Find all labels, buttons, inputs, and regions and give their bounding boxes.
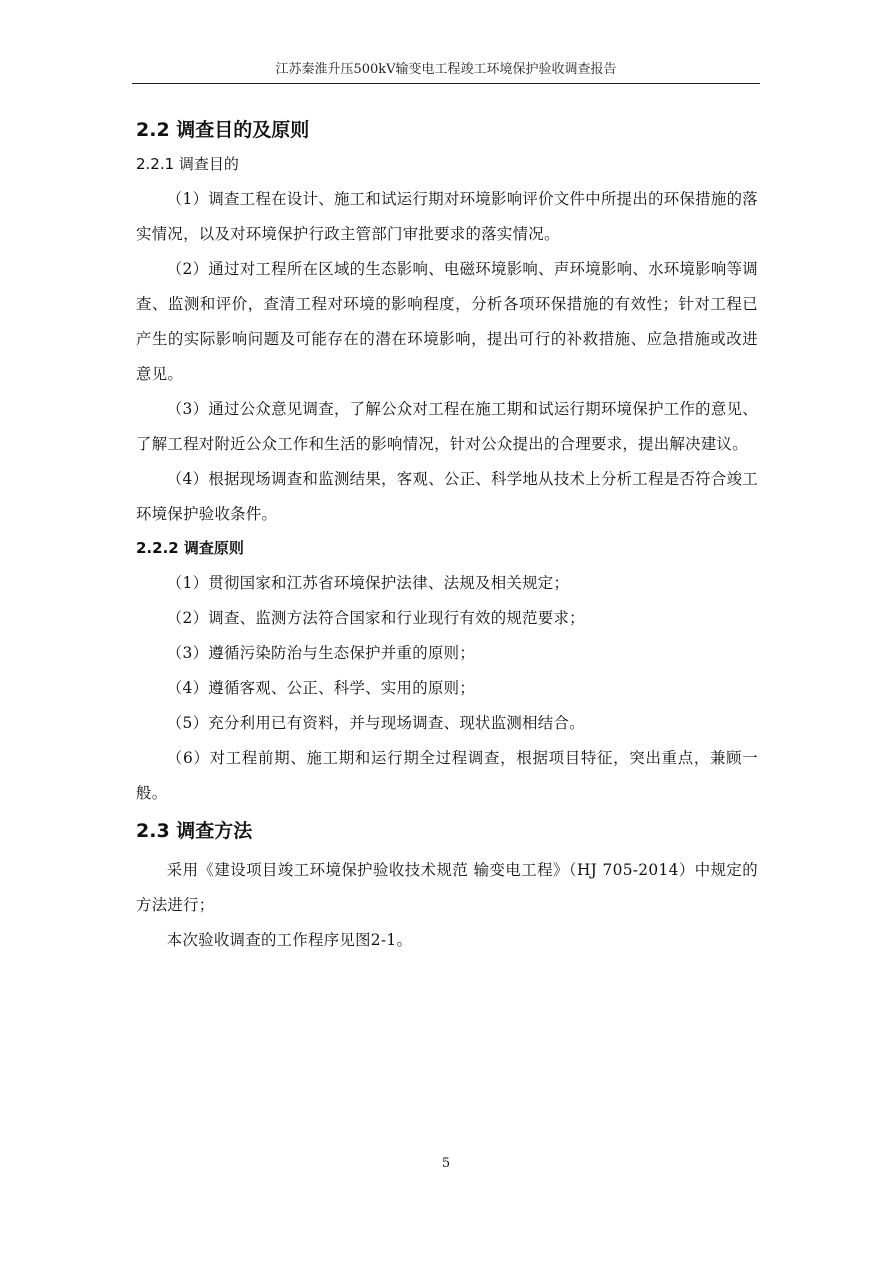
section-2-2-heading: 2.2 调查目的及原则: [136, 119, 310, 141]
method-paragraph: 采用《建设项目竣工环境保护验收技术规范 输变电工程》（HJ 705-2014）中规定的方法进行；: [136, 861, 758, 914]
principle-item: （1）贯彻国家和江苏省环境保护法律、法规及相关规定；: [166, 574, 570, 592]
subsection-2-2-1-heading: 2.2.1 调查目的: [136, 155, 239, 173]
principle-item: （2）调查、监测方法符合国家和行业现行有效的规范要求；: [166, 609, 585, 627]
section-2-3-heading: 2.3 调查方法: [136, 820, 253, 842]
purpose-item: （2）通过对工程所在区域的生态影响、电磁环境影响、声环境影响、水环境影响等调查、监测和评价，查清工程对环境的影响程度，分析各项环保措施的有效性；针对工程已产生的实际影响问题及可能存在的潜在环境影响，提出可行的补救措施、应急措施或改进意见。: [136, 260, 758, 383]
page-number: 5: [441, 1156, 451, 1171]
purpose-item: （1）调查工程在设计、施工和试运行期对环境影响评价文件中所提出的环保措施的落实情况，以及对环境保护行政主管部门审批要求的落实情况。: [136, 190, 758, 243]
purpose-item: （4）根据现场调查和监测结果，客观、公正、科学地从技术上分析工程是否符合竣工环境保护验收条件。: [136, 470, 758, 523]
document-body: [136, 112, 758, 958]
page-header: [132, 60, 760, 84]
report-title: 江苏秦淮升压500kV输变电工程竣工环境保护验收调查报告: [275, 62, 617, 77]
principle-item: （4）遵循客观、公正、科学、实用的原则；: [166, 679, 476, 697]
purpose-item: （3）通过公众意见调查，了解公众对工程在施工期和试运行期环境保护工作的意见、了解工程对附近公众工作和生活的影响情况，针对公众提出的合理要求，提出解决建议。: [136, 400, 758, 453]
principle-item: （5）充分利用已有资料，并与现场调查、现状监测相结合。: [166, 714, 585, 732]
method-paragraph: 本次验收调查的工作程序见图2-1。: [166, 931, 413, 949]
principle-item: （3）遵循污染防治与生态保护并重的原则；: [166, 644, 476, 662]
subsection-2-2-2-heading: 2.2.2 调查原则: [136, 539, 244, 557]
principle-item: （6）对工程前期、施工期和运行期全过程调查，根据项目特征，突出重点，兼顾一般。: [136, 749, 758, 802]
